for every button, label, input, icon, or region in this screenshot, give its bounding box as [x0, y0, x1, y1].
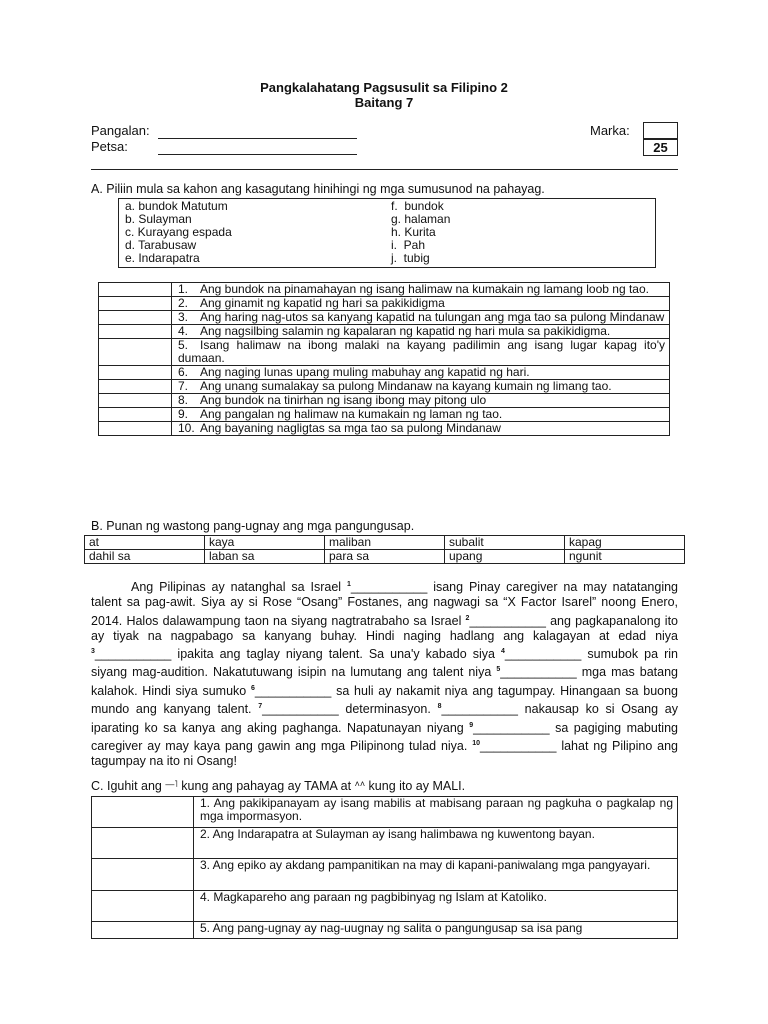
answer-blank[interactable]	[99, 394, 172, 408]
score-field[interactable]	[643, 122, 678, 139]
passage-text: lahat ng Pilipino ang tagumpay na ito ni Osang!	[91, 739, 679, 769]
false-mark-icon: ˄˄	[354, 779, 366, 789]
blank-number: 7	[258, 703, 263, 711]
word-bank-cell: at	[85, 536, 205, 550]
passage-blank[interactable]: ___________	[254, 684, 332, 698]
true-mark-icon: —˥	[165, 779, 178, 789]
question-body: Ang naging lunas upang muling mabuhay ang kapatid ng hari.	[200, 365, 530, 379]
true-false-row	[92, 891, 678, 922]
date-label: Petsa:	[91, 139, 128, 154]
answer-blank[interactable]	[99, 311, 172, 325]
true-false-row	[92, 922, 678, 939]
question-number: 5.	[178, 338, 189, 352]
answer-blank[interactable]	[92, 922, 194, 939]
passage-text: mga mas batang kalahok. Hindi siya sumuko	[91, 665, 678, 698]
question-text	[172, 380, 670, 394]
part-a-question-table	[98, 282, 670, 436]
word-bank-table	[84, 535, 685, 564]
answer-blank[interactable]	[99, 297, 172, 311]
answer-blank[interactable]	[92, 891, 194, 922]
answer-blank[interactable]	[99, 422, 172, 436]
choice-f: f. bundok	[391, 199, 444, 213]
question-body: Ang pangalan ng halimaw na kumakain ng laman ng tao.	[200, 407, 503, 421]
passage-text: ipakita ang taglay niyang talent. Sa una'y kabado siya	[171, 647, 501, 662]
question-number: 6.	[178, 365, 189, 379]
question-text	[172, 408, 670, 422]
blank-number: 1	[346, 581, 351, 588]
statement-text: 3. Ang epiko ay akdang pampanitikan na may di kapani-paniwalang mga pangyayari.	[194, 859, 678, 891]
part-c-instruction-mid: kung ang pahayag ay TAMA at	[177, 779, 355, 793]
passage-text: ang pagkapanalong ito ay tiyak na nagpabago sa kanyang buhay. Hindi naging hadlang ang kalagayan at edad niya	[91, 613, 678, 643]
part-c-instruction-start: C. Iguhit ang	[91, 779, 166, 793]
passage-blank[interactable]: ___________	[94, 647, 172, 662]
question-text	[172, 283, 670, 297]
passage-blank[interactable]: ___________	[500, 665, 577, 680]
word-bank-cell: dahil sa	[85, 550, 205, 564]
question-row	[99, 283, 670, 297]
question-text	[172, 366, 670, 380]
choices-box	[118, 198, 656, 268]
word-bank-cell: upang	[445, 550, 565, 564]
word-bank-cell: subalit	[445, 536, 565, 550]
true-false-table	[91, 796, 678, 939]
word-bank-row	[85, 550, 685, 564]
answer-blank[interactable]	[92, 797, 194, 828]
answer-blank[interactable]	[99, 283, 172, 297]
score-label: Marka:	[590, 123, 630, 138]
passage-blank[interactable]: ___________	[350, 580, 428, 595]
question-row	[99, 394, 670, 408]
date-field[interactable]	[158, 154, 357, 155]
question-body: Ang bayaning nagligtas sa mga tao sa pulong Mindanaw	[200, 421, 501, 435]
answer-blank[interactable]	[99, 380, 172, 394]
question-row	[99, 422, 670, 436]
part-b-instruction: B. Punan ng wastong pang-ugnay ang mga pangungusap.	[91, 519, 415, 533]
choice-i: i. Pah	[391, 238, 426, 252]
passage-text: sa huli ay nakamit niya ang tagumpay. Hinangaan sa buong mundo ang kanyang talent.	[91, 684, 679, 717]
blank-number: 6	[250, 684, 255, 692]
word-bank-cell: kaya	[205, 536, 325, 550]
blank-number: 5	[496, 666, 501, 674]
blank-number: 3	[91, 648, 95, 656]
blank-number: 8	[437, 703, 442, 711]
question-body: Ang bundok na pinamahayan ng isang halimaw na kumakain ng lamang loob ng tao.	[200, 282, 649, 296]
total-score: 25	[643, 139, 678, 156]
word-bank-cell: ngunit	[565, 550, 685, 564]
blank-number: 9	[469, 721, 474, 729]
question-body: Ang nagsilbing salamin ng kapalaran ng kapatid ng hari mula sa pakikidigma.	[200, 324, 611, 338]
passage-text: determinasyon.	[338, 702, 438, 717]
word-bank-row	[85, 536, 685, 550]
question-text	[172, 297, 670, 311]
question-number: 7.	[178, 379, 189, 393]
question-number: 9.	[178, 407, 189, 421]
question-number: 10.	[178, 421, 195, 435]
true-false-row	[92, 797, 678, 828]
answer-blank[interactable]	[92, 828, 194, 859]
name-label: Pangalan:	[91, 123, 150, 138]
question-row	[99, 408, 670, 422]
exam-grade: Baitang 7	[354, 95, 414, 110]
passage-blank[interactable]: ___________	[469, 613, 546, 628]
choice-e: e. Indarapatra	[125, 251, 200, 265]
blank-number: 2	[465, 614, 470, 622]
question-body: Ang unang sumalakay sa pulong Mindanaw na kayang kumain ng limang tao.	[200, 379, 612, 393]
answer-blank[interactable]	[99, 408, 172, 422]
statement-text: 4. Magkapareho ang paraan ng pagbibinyag ng Islam at Katoliko.	[194, 891, 678, 922]
passage-blank[interactable]: ___________	[262, 702, 339, 717]
question-number: 1.	[178, 282, 189, 296]
true-false-row	[92, 859, 678, 891]
question-body: Isang halimaw na ibong malaki na kayang padilimin ang isang lugar kapag ito'y dumaan.	[178, 338, 665, 365]
question-number: 3.	[178, 310, 189, 324]
choice-c: c. Kurayang espada	[125, 225, 232, 239]
question-text	[172, 394, 670, 408]
answer-blank[interactable]	[92, 859, 194, 891]
choice-g: g. halaman	[391, 212, 451, 226]
question-body: Ang bundok na tinirhan ng isang ibong may pitong ulo	[200, 393, 487, 407]
passage-blank[interactable]: ___________	[473, 720, 550, 735]
blank-number: 10	[472, 739, 480, 747]
question-text	[172, 311, 670, 325]
question-number: 8.	[178, 393, 189, 407]
passage-text: sa pagiging mabuting caregiver ay may kaya pang gawin ang mga Pilipinong tulad niya.	[91, 720, 678, 754]
name-field[interactable]	[158, 138, 357, 139]
question-row	[99, 380, 670, 394]
question-body: Ang haring nag-utos sa kanyang kapatid na tulungan ang mga tao sa pulong Mindanaw	[200, 310, 665, 324]
passage-blank[interactable]: ___________	[480, 739, 557, 754]
passage-text: isang Pinay caregiver na may natatanging talent sa pag-awit. Siya ay si Rose “Osang” Fostanes, ang nagwagi sa “X Factor Isarel” noong Enero, 2014. Halos dalawampung taon na siyang nagtratrabaho sa Israel	[91, 580, 678, 628]
exam-title: Pangkalahatang Pagsusulit sa Filipino 2	[260, 80, 508, 95]
answer-blank[interactable]	[99, 339, 172, 366]
word-bank-cell: para sa	[325, 550, 445, 564]
question-row	[99, 311, 670, 325]
question-row	[99, 339, 670, 366]
question-text	[172, 339, 670, 366]
part-c-instruction-end: kung ito ay MALI.	[365, 779, 466, 793]
part-c-instruction	[91, 779, 465, 793]
fill-in-passage	[91, 577, 678, 769]
choice-d: d. Tarabusaw	[125, 238, 197, 252]
question-number: 4.	[178, 324, 189, 338]
true-false-row	[92, 828, 678, 859]
answer-blank[interactable]	[99, 325, 172, 339]
question-row	[99, 297, 670, 311]
blank-number: 4	[500, 648, 505, 656]
answer-blank[interactable]	[99, 366, 172, 380]
choice-h: h. Kurita	[391, 225, 436, 239]
passage-text: nakausap ko si Osang ay iparating ko sa kanya ang aking paghanga. Napatunayan niyang	[91, 702, 679, 735]
header-divider	[91, 169, 678, 170]
question-number: 2.	[178, 296, 189, 310]
choice-j: j. tubig	[391, 251, 430, 265]
word-bank-cell: kapag	[565, 536, 685, 550]
word-bank-cell: maliban	[325, 536, 445, 550]
statement-text: 2. Ang Indarapatra at Sulayman ay isang halimbawa ng kuwentong bayan.	[194, 828, 678, 859]
part-a-instruction: A. Piliin mula sa kahon ang kasagutang hinihingi ng mga sumusunod na pahayag.	[91, 182, 545, 196]
statement-text: 5. Ang pang-ugnay ay nag-uugnay ng salita o pangungusap sa isa pang	[194, 922, 678, 939]
question-row	[99, 366, 670, 380]
question-text	[172, 422, 670, 436]
choice-b: b. Sulayman	[125, 212, 192, 226]
question-row	[99, 325, 670, 339]
passage-blank[interactable]: ___________	[504, 647, 582, 662]
question-body: Ang ginamit ng kapatid ng hari sa pakikidigma	[200, 296, 445, 310]
word-bank-cell: laban sa	[205, 550, 325, 564]
passage-blank[interactable]: ___________	[441, 702, 518, 717]
passage-text: Ang Pilipinas ay natanghal sa Israel	[131, 580, 347, 595]
statement-text: 1. Ang pakikipanayam ay isang mabilis at mabisang paraan ng pagkuha o pagkalap ng mga impormasyon.	[194, 797, 678, 828]
passage-text: sumubok pa rin siyang mag-audition. Nakatutuwang isipin na lumutang ang talent niya	[91, 647, 678, 680]
question-text	[172, 325, 670, 339]
choice-a: a. bundok Matutum	[125, 199, 228, 213]
